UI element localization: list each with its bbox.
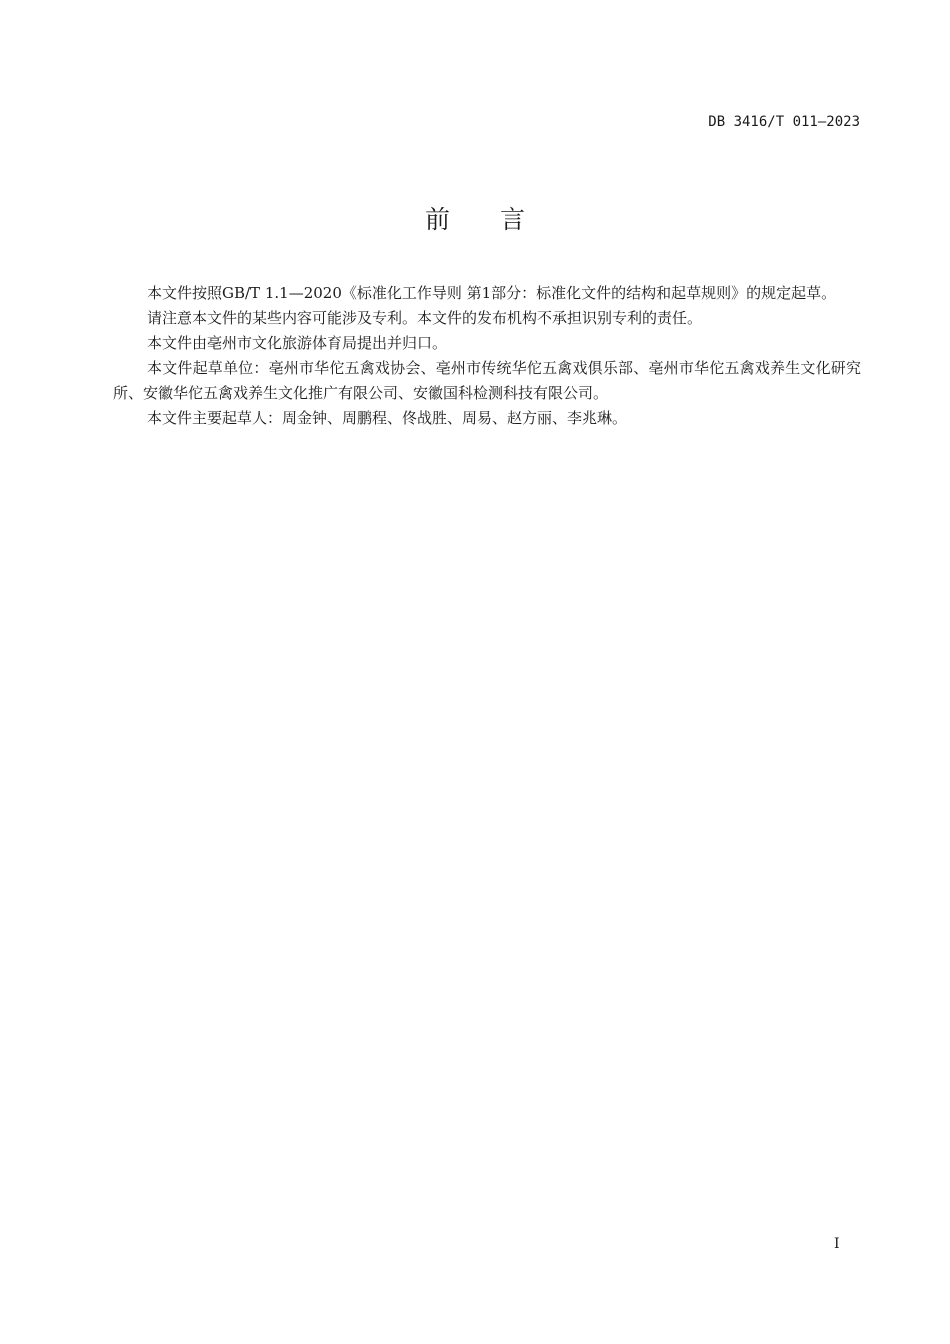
- title-char-1: 前: [424, 205, 450, 234]
- page-number: I: [834, 1236, 840, 1252]
- page-title: [0, 200, 950, 236]
- paragraph-proposer: 本文件由亳州市文化旅游体育局提出并归口。: [147, 334, 448, 352]
- document-code: DB 3416/T 011—2023: [708, 114, 860, 130]
- paragraph-standard-basis: 本文件按照GB/T 1.1—2020《标准化工作导则 第1部分：标准化文件的结构和起草规则》的规定起草。: [147, 284, 837, 302]
- paragraph-drafters: 本文件主要起草人：周金钟、周鹏程、佟战胜、周易、赵方丽、李兆琳。: [147, 409, 628, 427]
- paragraph-drafting-units: 本文件起草单位：亳州市华佗五禽戏协会、亳州市传统华佗五禽戏俱乐部、亳州市华佗五禽戏养生文化研究所、安徽华佗五禽戏养生文化推广有限公司、安徽国科检测科技有限公司。: [113, 359, 861, 402]
- preface-body: [113, 281, 861, 431]
- paragraph-patent-notice: 请注意本文件的某些内容可能涉及专利。本文件的发布机构不承担识别专利的责任。: [147, 309, 703, 327]
- title-char-2: 言: [500, 205, 526, 234]
